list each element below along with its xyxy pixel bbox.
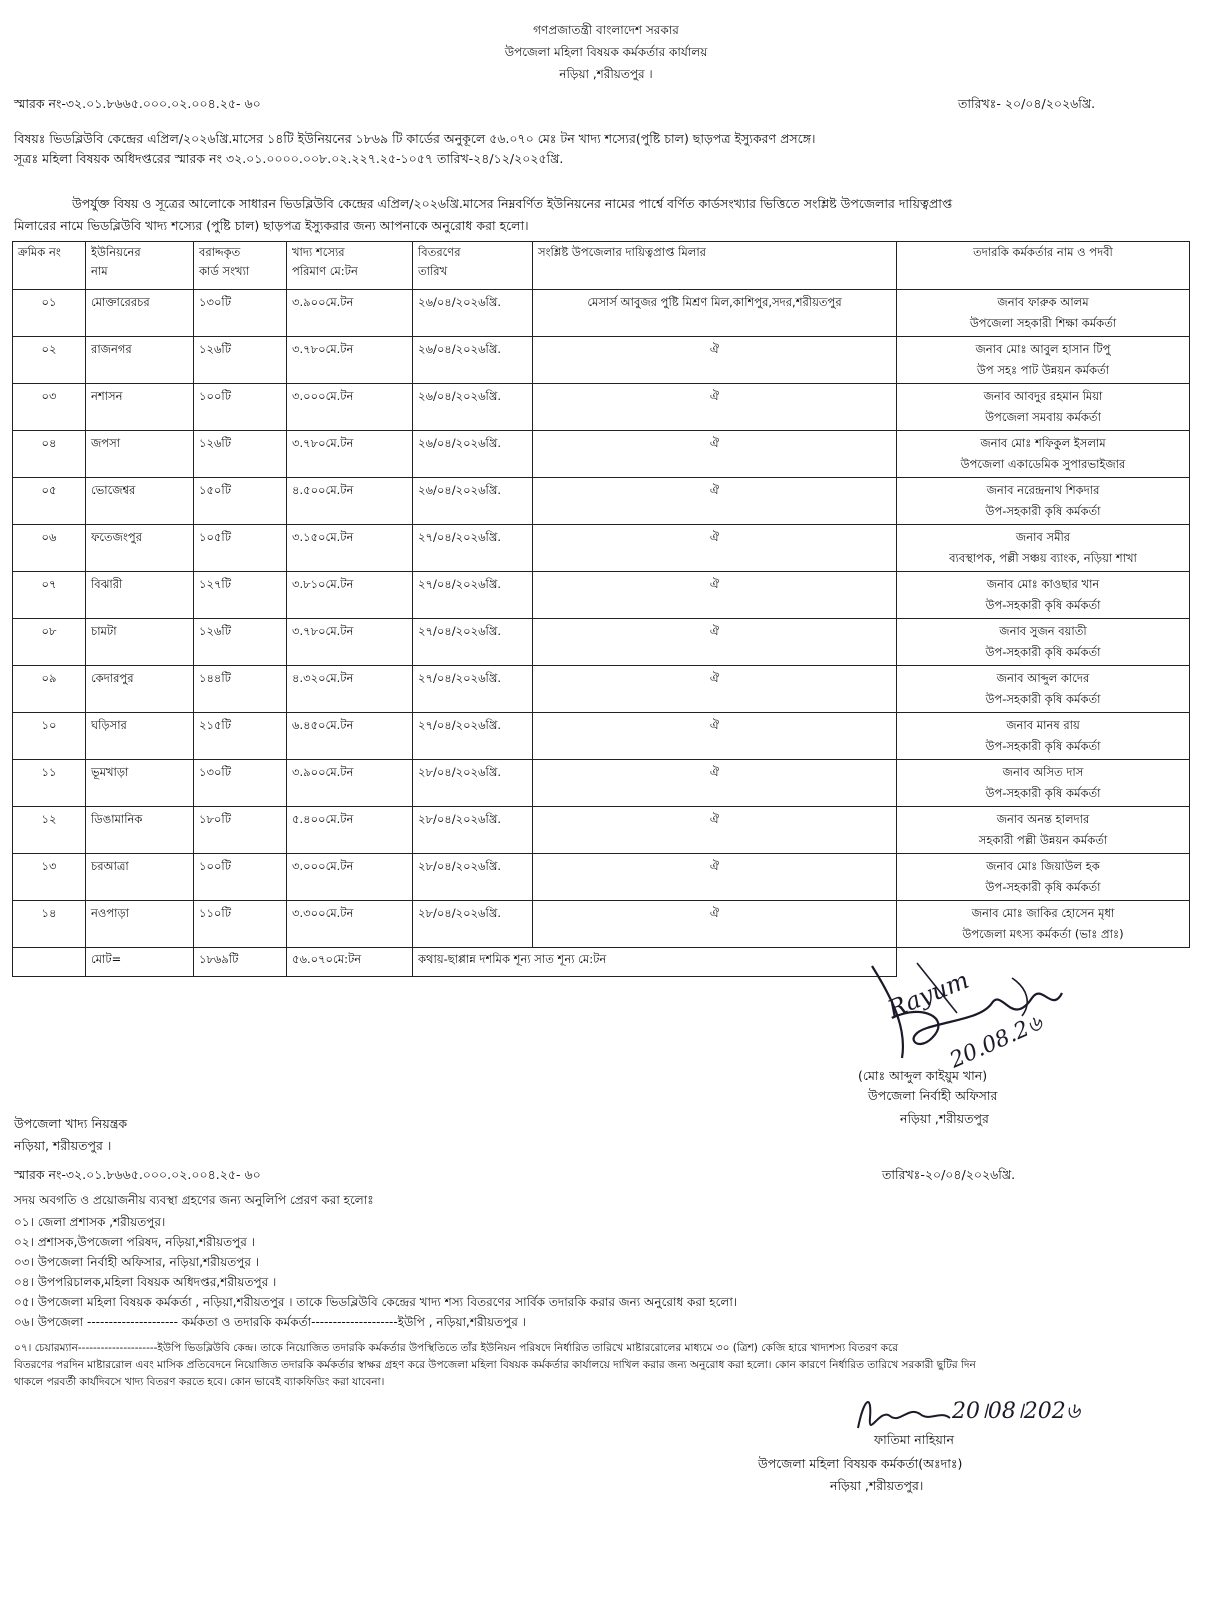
table-row [13, 901, 1190, 948]
date-cell: ২৭/০৪/২০২৬খ্রি. [413, 713, 533, 760]
addressee-place: নড়িয়া, শরীয়তপুর । [14, 1138, 112, 1153]
cards-cell: ১২৬টি [194, 619, 287, 666]
union-cell: কেদারপুর [86, 666, 194, 713]
officer-name: জনাব নরেন্দ্রনাথ শিকদার [986, 483, 1100, 497]
cc-item: ০১। জেলা প্রশাসক ,শরীয়তপুর। [14, 1215, 166, 1229]
signature-2-name: ফাতিমা নাহিয়ান [874, 1432, 954, 1447]
serial-cell: ০২ [13, 337, 86, 384]
miller-cell: মেসার্স আবুজর পুষ্টি মিশ্রণ মিল,কাশিপুর,সদর,শরীয়তপুর [533, 290, 897, 337]
quantity-cell: ৩.৭৮০মে.টন [287, 431, 413, 478]
union-cell: মোক্তারেরচর [86, 290, 194, 337]
memo-date: তারিখঃ- ২০/০৪/২০২৬খ্রি. [958, 96, 1096, 111]
addressee-title: উপজেলা খাদ্য নিয়ন্ত্রক [14, 1116, 128, 1131]
date-cell: ২৮/০৪/২০২৬খ্রি. [413, 901, 533, 948]
quantity-cell: ৩.৯০০মে.টন [287, 760, 413, 807]
table-row [13, 713, 1190, 760]
header-officer: তদারকি কর্মকর্তার নাম ও পদবী [897, 242, 1190, 290]
officer-title: উপ-সহকারী কৃষি কর্মকর্তা [985, 598, 1101, 612]
serial-cell: ০৫ [13, 478, 86, 525]
union-cell: নশাসন [86, 384, 194, 431]
cards-cell: ১০৫টি [194, 525, 287, 572]
table-row [13, 337, 1190, 384]
quantity-cell: ৪.৩২০মে.টন [287, 666, 413, 713]
cc-item-7-line-3: থাকলে পরবর্তী কার্যদিবসে খাদ্য বিতরণ করতে হবে। কোন ভাবেই ব্যাকফিডিং করা যাবেনা। [14, 1376, 385, 1388]
miller-cell: ঐ [533, 337, 897, 384]
subject-line: বিষয়ঃ ভিডব্লিউবি কেন্দ্রের এপ্রিল/২০২৬খ্রি.মাসের ১৪টি ইউনিয়নের ১৮৬৯ টি কার্ডের অনুকূলে ৫৬.০৭০ মেঃ টন খাদ্য শস্যের(পুষ্টি চাল) ছাড়পত্র ইস্যুকরণ প্রসঙ্গে। [14, 131, 816, 146]
date-cell: ২৮/০৪/২০২৬খ্রি. [413, 854, 533, 901]
cards-cell: ১৩০টি [194, 760, 287, 807]
total-in-words: কথায়-ছাপ্পান্ন দশমিক শূন্য সাত শূন্য মে:টন [413, 948, 897, 977]
signature-2-place: নড়িয়া ,শরীয়তপুর। [830, 1478, 924, 1493]
serial-cell: ১১ [13, 760, 86, 807]
paragraph-line-2: মিলারের নামে ভিডব্লিউবি খাদ্য শস্যের (পুষ্টি চাল) ছাড়পত্র ইস্যুকরার জন্য আপনাকে অনুরোধ করা হলো। [14, 218, 529, 233]
officer-cell [897, 901, 1190, 948]
table-row [13, 760, 1190, 807]
cc-list [14, 1212, 737, 1332]
miller-cell: ঐ [533, 478, 897, 525]
officer-name: জনাব মোঃ শফিকুল ইসলাম [980, 436, 1106, 450]
header-cards: বরাদ্দকৃত কার্ড সংখ্যা [194, 242, 287, 290]
cc-item: ০৫। উপজেলা মহিলা বিষয়ক কর্মকর্তা , নড়িয়া,শরীয়তপুর । তাকে ভিডব্লিউবি কেন্দ্রের খাদ্য শস্য বিতরণের সার্বিক তদারকি করার জন্য অনুরোধ করা হলো। [14, 1295, 738, 1309]
serial-cell: ১৪ [13, 901, 86, 948]
serial-cell: ০৮ [13, 619, 86, 666]
office-location: নড়িয়া ,শরীয়তপুর । [559, 67, 653, 81]
memo-2-number: স্মারক নং-৩২.০১.৮৬৬৫.০০০.০২.০০৪.২৫- ৬০ [14, 1167, 261, 1182]
union-cell: ঘড়িসার [86, 713, 194, 760]
table-row [13, 854, 1190, 901]
cc-item-7 [14, 1340, 976, 1391]
cc-item: ০৪। উপপরিচালক,মহিলা বিষয়ক অধিদপ্তর,শরীয়তপুর । [14, 1275, 277, 1289]
cards-cell: ১০০টি [194, 854, 287, 901]
officer-title: উপজেলা একাডেমিক সুপারভাইজার [960, 457, 1126, 471]
miller-cell: ঐ [533, 619, 897, 666]
officer-name: জনাব মোঃ জিয়াউল হক [986, 859, 1100, 873]
union-cell: রাজনগর [86, 337, 194, 384]
distribution-table [12, 241, 1190, 977]
officer-cell [897, 290, 1190, 337]
officer-title: উপ-সহকারী কৃষি কর্মকর্তা [985, 786, 1101, 800]
quantity-cell: ৩.৩০০মে.টন [287, 901, 413, 948]
cards-cell: ১২৬টি [194, 431, 287, 478]
officer-name: জনাব ফারুক আলম [997, 295, 1089, 309]
serial-cell: ০৯ [13, 666, 86, 713]
officer-name: জনাব মোঃ কাওছার খান [986, 577, 1100, 591]
officer-title: উপ সহঃ পাট উন্নয়ন কর্মকর্তা [976, 363, 1110, 377]
miller-cell: ঐ [533, 384, 897, 431]
cc-intro: সদয় অবগতি ও প্রয়োজনীয় ব্যবস্থা গ্রহণের জন্য অনুলিপি প্রেরণ করা হলোঃ [14, 1193, 374, 1207]
table-row [13, 525, 1190, 572]
date-cell: ২৮/০৪/২০২৬খ্রি. [413, 760, 533, 807]
header-serial: ক্রমিক নং [13, 242, 86, 290]
miller-cell: ঐ [533, 572, 897, 619]
table-row [13, 572, 1190, 619]
date-cell: ২৭/০৪/২০২৬খ্রি. [413, 525, 533, 572]
officer-cell [897, 807, 1190, 854]
total-label: মোট= [86, 948, 194, 977]
miller-cell: ঐ [533, 807, 897, 854]
cc-item-7-line-1: ০৭। চেয়ারম্যান---------------------ইউপি ভিডব্লিউবি কেন্দ্র। তাকে নিয়োজিত তদারকি কর্মকর্তার উপস্থিতিতে তাঁর ইউনিয়ন পরিষদে নির্ধারিত তারিখে মাষ্টাররোলের মাধ্যমে ৩০ (ত্রিশ) কেজি হারে খাদ্যশস্য বিতরণ করে [14, 1342, 899, 1354]
cc-item-7-line-2: বিতরণের পরদিন মাষ্টাররোল এবং মাসিক প্রতিবেদনে নিয়োজিত তদারকি কর্মকর্তার স্বাক্ষর গ্রহণ করে উপজেলা মহিলা বিষয়ক কর্মকর্তার কার্যালয়ে দাখিল করার জন্য অনুরোধ করা হলো। কোন কারণে নির্ধারিত তারিখে সরকারী ছুটির দিন [14, 1359, 976, 1371]
quantity-cell: ৬.৪৫০মে.টন [287, 713, 413, 760]
miller-cell: ঐ [533, 525, 897, 572]
officer-title: উপ-সহকারী কৃষি কর্মকর্তা [985, 880, 1101, 894]
total-quantity: ৫৬.০৭০মে:টন [287, 948, 413, 977]
serial-cell: ০৩ [13, 384, 86, 431]
cards-cell: ১২৬টি [194, 337, 287, 384]
officer-title: উপজেলা মৎস্য কর্মকর্তা (ভাঃ প্রাঃ) [962, 927, 1124, 941]
officer-name: জনাব মোঃ আবুল হাসান টিপু [975, 342, 1111, 356]
officer-cell [897, 619, 1190, 666]
reference-line: সূত্রঃ মহিলা বিষয়ক অধিদপ্তরের স্মারক নং ৩২.০১.০০০০.০০৮.০২.২২৭.২৫-১০৫৭ তারিখ-২৪/১২/২০২৫খ্রি. [14, 151, 564, 166]
union-cell: চরআত্রা [86, 854, 194, 901]
miller-cell: ঐ [533, 901, 897, 948]
officer-name: জনাব মানষ রায় [1006, 718, 1080, 732]
signature-1-scribble [862, 958, 1102, 1076]
officer-title: সহকারী পল্লী উন্নয়ন কর্মকর্তা [978, 833, 1108, 847]
table-row [13, 384, 1190, 431]
paragraph-line-1: উপর্যুক্ত বিষয় ও সূত্রের আলোকে সাধারন ভিডব্লিউবি কেন্দ্রের এপ্রিল/২০২৬খ্রি.মাসের নিম্নবর্ণিত ইউনিয়নের নামের পার্শ্বে বর্ণিত কার্ডসংখ্যার ভিত্তিতে সংশ্লিষ্ট উপজেলার দায়িত্বপ্রাপ্ত [72, 196, 953, 211]
officer-cell [897, 384, 1190, 431]
union-cell: ফতেজংপুর [86, 525, 194, 572]
officer-name: জনাব সুজন বয়াতী [999, 624, 1087, 638]
officer-title: উপজেলা সহকারী শিক্ষা কর্মকর্তা [969, 316, 1117, 330]
serial-cell: ১২ [13, 807, 86, 854]
cc-item: ০২। প্রশাসক,উপজেলা পরিষদ, নড়িয়া,শরীয়তপুর । [14, 1235, 255, 1249]
officer-title: ব্যবস্থাপক, পল্লী সঞ্চয় ব্যাংক, নড়িয়া শাখা [949, 551, 1137, 565]
officer-name: জনাব অসিত দাস [1002, 765, 1084, 779]
government-title: গণপ্রজাতন্ত্রী বাংলাদেশ সরকার [533, 23, 679, 37]
officer-cell [897, 572, 1190, 619]
header-miller: সংশ্লিষ্ট উপজেলার দায়িত্বপ্রাপ্ত মিলার [533, 242, 897, 290]
miller-cell: ঐ [533, 760, 897, 807]
quantity-cell: ৫.৪০০মে.টন [287, 807, 413, 854]
cards-cell: ১২৭টি [194, 572, 287, 619]
table-row [13, 666, 1190, 713]
date-cell: ২৬/০৪/২০২৬খ্রি. [413, 337, 533, 384]
header-date: বিতরণের তারিখ [413, 242, 533, 290]
officer-name: জনাব মোঃ জাকির হোসেন মৃধা [971, 906, 1115, 920]
quantity-cell: ৩.৭৮০মে.টন [287, 337, 413, 384]
date-cell: ২৬/০৪/২০২৬খ্রি. [413, 384, 533, 431]
miller-cell: ঐ [533, 666, 897, 713]
union-cell: ভূমখাড়া [86, 760, 194, 807]
date-cell: ২৭/০৪/২০২৬খ্রি. [413, 619, 533, 666]
cards-cell: ১০০টি [194, 384, 287, 431]
total-cards: ১৮৬৯টি [194, 948, 287, 977]
officer-cell [897, 854, 1190, 901]
header-quantity: খাদ্য শস্যের পরিমাণ মে:টন [287, 242, 413, 290]
quantity-cell: ৩.৮১০মে.টন [287, 572, 413, 619]
header-union: ইউনিয়নের নাম [86, 242, 194, 290]
date-cell: ২৮/০৪/২০২৬খ্রি. [413, 807, 533, 854]
serial-cell: ০৬ [13, 525, 86, 572]
officer-name: জনাব আব্দুল কাদের [996, 671, 1090, 685]
cards-cell: ১৪৪টি [194, 666, 287, 713]
date-cell: ২৬/০৪/২০২৬খ্রি. [413, 431, 533, 478]
quantity-cell: ৩.০০০মে.টন [287, 384, 413, 431]
officer-cell [897, 431, 1190, 478]
table-row [13, 290, 1190, 337]
signature-2-handwritten-date: 20।08।202৬ [952, 1399, 1081, 1424]
quantity-cell: ৩.৯০০মে.টন [287, 290, 413, 337]
signature-1-title: উপজেলা নির্বাহী অফিসার [868, 1088, 998, 1103]
signature-1-handwritten-date: 20.08.2৬ [946, 1010, 1047, 1074]
union-cell: নওপাড়া [86, 901, 194, 948]
signature-1-name-handwriting: Rayum [883, 965, 973, 1024]
quantity-cell: ৩.০০০মে.টন [287, 854, 413, 901]
serial-cell: ০১ [13, 290, 86, 337]
table-header-row [13, 242, 1190, 290]
serial-cell: ০৪ [13, 431, 86, 478]
officer-title: উপজেলা সমবায় কর্মকর্তা [985, 410, 1101, 424]
cards-cell: ১৩০টি [194, 290, 287, 337]
union-cell: জপসা [86, 431, 194, 478]
union-cell: ডিঙামানিক [86, 807, 194, 854]
table-row [13, 478, 1190, 525]
officer-cell [897, 337, 1190, 384]
officer-cell [897, 666, 1190, 713]
quantity-cell: ৩.৭৮০মে.টন [287, 619, 413, 666]
officer-cell [897, 478, 1190, 525]
miller-cell: ঐ [533, 713, 897, 760]
memo-number: স্মারক নং-৩২.০১.৮৬৬৫.০০০.০২.০০৪.২৫- ৬০ [14, 96, 261, 111]
serial-cell: ০৭ [13, 572, 86, 619]
quantity-cell: ৪.৫০০মে.টন [287, 478, 413, 525]
memo-2-date: তারিখঃ-২০/০৪/২০২৬খ্রি. [882, 1167, 1016, 1182]
officer-name: জনাব আবদুর রহমান মিয়া [983, 389, 1103, 403]
officer-title: উপ-সহকারী কৃষি কর্মকর্তা [985, 692, 1101, 706]
union-cell: ভোজেশ্বর [86, 478, 194, 525]
quantity-cell: ৩.১৫০মে.টন [287, 525, 413, 572]
date-cell: ২৭/০৪/২০২৬খ্রি. [413, 572, 533, 619]
serial-cell: ১০ [13, 713, 86, 760]
miller-cell: ঐ [533, 431, 897, 478]
total-empty-cell [13, 948, 86, 977]
table-row [13, 807, 1190, 854]
table-row [13, 619, 1190, 666]
officer-name: জনাব অনন্ত হালদার [996, 812, 1090, 826]
officer-name: জনাব সমীর [1015, 530, 1071, 544]
officer-title: উপ-সহকারী কৃষি কর্মকর্তা [985, 645, 1101, 659]
date-cell: ২৭/০৪/২০২৬খ্রি. [413, 666, 533, 713]
table-row [13, 431, 1190, 478]
officer-title: উপ-সহকারী কৃষি কর্মকর্তা [985, 739, 1101, 753]
union-cell: চামটা [86, 619, 194, 666]
officer-cell [897, 713, 1190, 760]
signature-1-name: (মোঃ আব্দুল কাইয়ুম খান) [858, 1068, 988, 1083]
date-cell: ২৬/০৪/২০২৬খ্রি. [413, 290, 533, 337]
serial-cell: ১৩ [13, 854, 86, 901]
cc-item: ০৬। উপজেলা --------------------- কর্মকতা ও তদারকি কর্মকর্তা--------------------ইউপি , নড়িয়া,শরীয়তপুর । [14, 1315, 526, 1329]
union-cell: বিঝারী [86, 572, 194, 619]
miller-cell: ঐ [533, 854, 897, 901]
date-cell: ২৬/০৪/২০২৬খ্রি. [413, 478, 533, 525]
officer-cell [897, 525, 1190, 572]
officer-title: উপ-সহকারী কৃষি কর্মকর্তা [985, 504, 1101, 518]
officer-cell [897, 760, 1190, 807]
cards-cell: ১৫০টি [194, 478, 287, 525]
cc-item: ০৩। উপজেলা নির্বাহী অফিসার, নড়িয়া,শরীয়তপুর । [14, 1255, 260, 1269]
cards-cell: ২১৫টি [194, 713, 287, 760]
cards-cell: ১১০টি [194, 901, 287, 948]
signature-1-place: নড়িয়া ,শরীয়তপুর [900, 1111, 989, 1126]
signature-2-title: উপজেলা মহিলা বিষয়ক কর্মকর্তা(অঃদাঃ) [758, 1456, 963, 1471]
office-title: উপজেলা মহিলা বিষয়ক কর্মকর্তার কার্যালয় [504, 45, 708, 59]
cards-cell: ১৮০টি [194, 807, 287, 854]
